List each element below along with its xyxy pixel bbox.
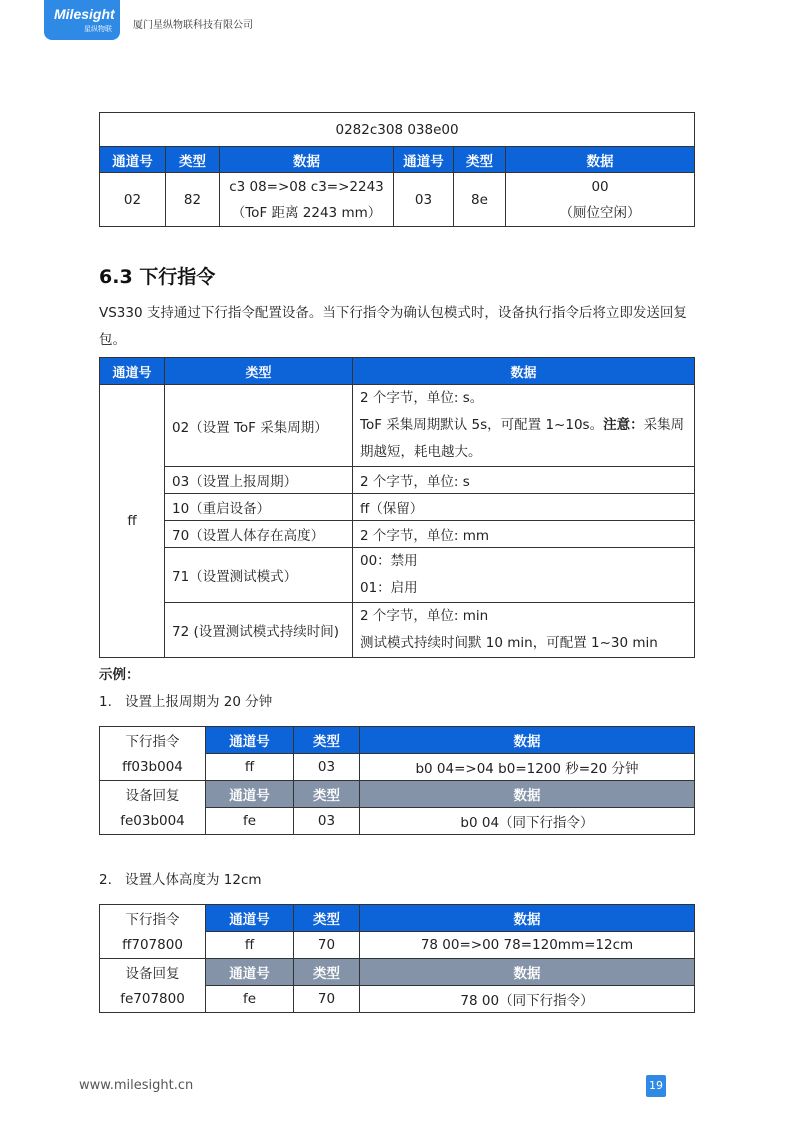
data-line [360, 412, 694, 466]
data-cell [353, 548, 695, 603]
data-cell: 2 个字节，单位: mm [353, 521, 695, 548]
data-line: c3 08=>08 c3=>2243 [229, 178, 384, 195]
downlink-label: 下行指令 [100, 905, 206, 932]
header-data: 数据 [220, 147, 394, 173]
example-label: 示例： [99, 667, 140, 683]
header-channel-2: 通道号 [394, 147, 454, 173]
data-line: 2 个字节，单位: min [360, 608, 489, 624]
header-channel: 通道号 [206, 781, 294, 808]
data-cell [353, 603, 695, 658]
data-line: 2 个字节，单位: s。 [360, 390, 484, 406]
header-channel: 通道号 [206, 905, 294, 932]
step-number: 1. [99, 694, 112, 710]
example-2-table [99, 904, 695, 1013]
logo-text: Milesight [54, 6, 115, 22]
cell-type: 03 [294, 754, 360, 781]
cell-type-2: 8e [454, 173, 506, 227]
header-channel: 通道号 [100, 358, 165, 385]
example-1-table [99, 726, 695, 835]
header-data-2: 数据 [506, 147, 695, 173]
type-cell: 70（设置人体存在高度） [165, 521, 353, 548]
cell-channel: ff [206, 754, 294, 781]
cell-type: 82 [166, 173, 220, 227]
example-1-title [99, 690, 272, 710]
header-channel: 通道号 [206, 959, 294, 986]
data-text: 采集周期越短，耗电越大。 [360, 417, 685, 460]
cell-data [220, 173, 394, 227]
cell-channel-2: 03 [394, 173, 454, 227]
step-text: 设置人体高度为 12cm [125, 872, 262, 888]
reply-command: fe707800 [100, 986, 206, 1013]
cell-data: 78 00=>00 78=120mm=12cm [360, 932, 695, 959]
data-line: 00 [591, 178, 609, 195]
cell-type: 70 [294, 986, 360, 1013]
type-cell: 72 (设置测试模式持续时间) [165, 603, 353, 658]
header-type: 类型 [165, 358, 353, 385]
downlink-command: ff707800 [100, 932, 206, 959]
downlink-table [99, 357, 695, 658]
section-heading: 6.3 下行指令 [99, 266, 216, 288]
cell-type: 70 [294, 932, 360, 959]
step-text: 设置上报周期为 20 分钟 [125, 694, 273, 710]
header-channel: 通道号 [206, 727, 294, 754]
header-type: 类型 [166, 147, 220, 173]
data-cell [353, 385, 695, 467]
channel-cell: ff [100, 385, 165, 658]
data-line: 01：启用 [360, 580, 418, 596]
header-data: 数据 [360, 781, 695, 808]
page-number: 19 [646, 1075, 666, 1097]
cell-channel: fe [206, 986, 294, 1013]
header-type: 类型 [294, 781, 360, 808]
section-paragraph: VS330 支持通过下行指令配置设备。当下行指令为确认包模式时，设备执行指令后将立即发送回复包。 [99, 305, 687, 348]
cell-type: 03 [294, 808, 360, 835]
header-type: 类型 [294, 727, 360, 754]
header-channel: 通道号 [100, 147, 166, 173]
data-text: ToF 采集周期默认 5s，可配置 1~10s。 [360, 417, 604, 433]
downlink-command: ff03b004 [100, 754, 206, 781]
type-cell: 71（设置测试模式） [165, 548, 353, 603]
header-data: 数据 [360, 727, 695, 754]
payload-hex: 0282c308 038e00 [100, 113, 695, 147]
payload-table [99, 112, 695, 227]
data-cell: ff（保留） [353, 494, 695, 521]
logo-subtext: 星纵物联 [84, 25, 112, 33]
note-label: 注意： [603, 417, 644, 433]
reply-label: 设备回复 [100, 781, 206, 808]
milesight-logo [44, 0, 120, 40]
header-data: 数据 [360, 905, 695, 932]
example-2-title [99, 868, 262, 888]
footer-url[interactable]: www.milesight.cn [79, 1078, 194, 1093]
company-name: 厦门星纵物联科技有限公司 [133, 20, 253, 31]
reply-command: fe03b004 [100, 808, 206, 835]
type-cell: 10（重启设备） [165, 494, 353, 521]
type-cell: 02（设置 ToF 采集周期） [165, 385, 353, 467]
header-type-2: 类型 [454, 147, 506, 173]
cell-data-2 [506, 173, 695, 227]
data-line: （ToF 距离 2243 mm） [231, 204, 382, 221]
cell-data: 78 00（同下行指令） [360, 986, 695, 1013]
header-data: 数据 [360, 959, 695, 986]
data-line: 00：禁用 [360, 553, 418, 569]
header-type: 类型 [294, 905, 360, 932]
cell-data: b0 04=>04 b0=1200 秒=20 分钟 [360, 754, 695, 781]
cell-data: b0 04（同下行指令） [360, 808, 695, 835]
cell-channel: ff [206, 932, 294, 959]
cell-channel: 02 [100, 173, 166, 227]
downlink-label: 下行指令 [100, 727, 206, 754]
step-number: 2. [99, 872, 112, 888]
header-data: 数据 [353, 358, 695, 385]
cell-channel: fe [206, 808, 294, 835]
header-type: 类型 [294, 959, 360, 986]
data-line: 测试模式持续时间默 10 min，可配置 1~30 min [360, 635, 658, 651]
type-cell: 03（设置上报周期） [165, 467, 353, 494]
data-cell: 2 个字节，单位: s [353, 467, 695, 494]
data-line: （厕位空闲） [559, 204, 641, 221]
reply-label: 设备回复 [100, 959, 206, 986]
